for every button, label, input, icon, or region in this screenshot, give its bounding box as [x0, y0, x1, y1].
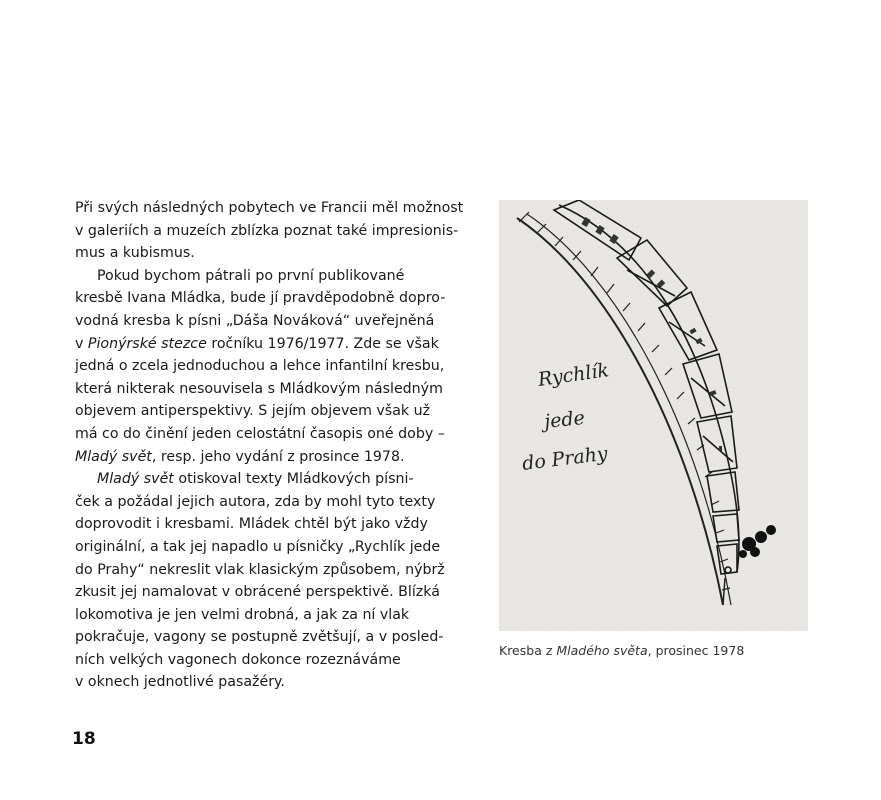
- line-text: , resp. jeho vydání z prosince 1978.: [151, 448, 405, 465]
- page-number: 18: [72, 729, 96, 749]
- body-line: kresbě Ivana Mládka, bude jí pravděpodobně dopro-: [75, 290, 446, 307]
- handwriting-line-1: Rychlík: [536, 359, 611, 391]
- body-line: která nikterak nesouvisela s Mládkovým následným: [75, 380, 443, 397]
- body-line: jedná o zcela jednoduchou a lehce infantilní kresbu,: [75, 358, 445, 375]
- body-line: zkusit jej namalovat v obrácené perspektivě. Blízká: [75, 584, 440, 601]
- body-line: ček a požádal jejich autora, zda by mohl tyto texty: [75, 493, 436, 510]
- body-line: Pokud bychom pátrali po první publikované: [97, 267, 405, 284]
- caption-prefix: Kresba z: [499, 643, 557, 658]
- body-text: [75, 197, 465, 694]
- body-line: pokračuje, vagony se postupně zvětšují, a v posled-: [75, 629, 444, 646]
- body-line: ních velkých vagonech dokonce rozeznáváme: [75, 651, 401, 668]
- italic-title: Mladý svět: [75, 448, 152, 465]
- caption-date: , prosinec 1978: [647, 643, 745, 658]
- body-line: Při svých následných pobytech ve Francii měl možnost: [75, 200, 464, 216]
- line-text: otiskoval texty Mládkových písni-: [173, 471, 414, 488]
- italic-title: Pionýrské stezce: [87, 335, 207, 352]
- body-line: [75, 446, 465, 469]
- handwriting-line-3: do Prahy: [520, 442, 609, 475]
- handwriting-line-2: jede: [543, 406, 586, 433]
- body-line: má co do činění jeden celostátní časopis oné doby –: [75, 425, 445, 442]
- body-line: originální, a tak jej napadlo u písničky „Rychlík jede: [75, 538, 441, 555]
- train-drawing: [499, 200, 808, 631]
- body-line: [75, 333, 465, 356]
- figure-caption: [499, 643, 819, 659]
- italic-title: Mladý svět: [97, 471, 174, 488]
- body-line: lokomotiva je jen velmi drobná, a jak za ní vlak: [75, 606, 410, 623]
- line-text: ročníku 1976/1977. Zde se však: [206, 335, 439, 352]
- body-line: v oknech jednotlivé pasažéry.: [75, 674, 285, 691]
- body-line: [75, 468, 465, 491]
- body-line: v galeriích a muzeích zblízka poznat také impresionis-: [75, 222, 459, 239]
- body-line: doprovodit i kresbami. Mládek chtěl být jako vždy: [75, 516, 428, 533]
- body-line: mus a kubismus.: [75, 245, 195, 262]
- body-line: do Prahy“ nekreslit vlak klasickým způsobem, nýbrž: [75, 561, 445, 578]
- line-text: v: [75, 335, 88, 352]
- train-drawing-figure: [499, 200, 808, 631]
- caption-source: Mladého světa: [556, 643, 648, 658]
- body-line: vodná kresba k písni „Dáša Nováková“ uveřejněná: [75, 312, 435, 329]
- body-line: objevem antiperspektivy. S jejím objevem však už: [75, 403, 431, 420]
